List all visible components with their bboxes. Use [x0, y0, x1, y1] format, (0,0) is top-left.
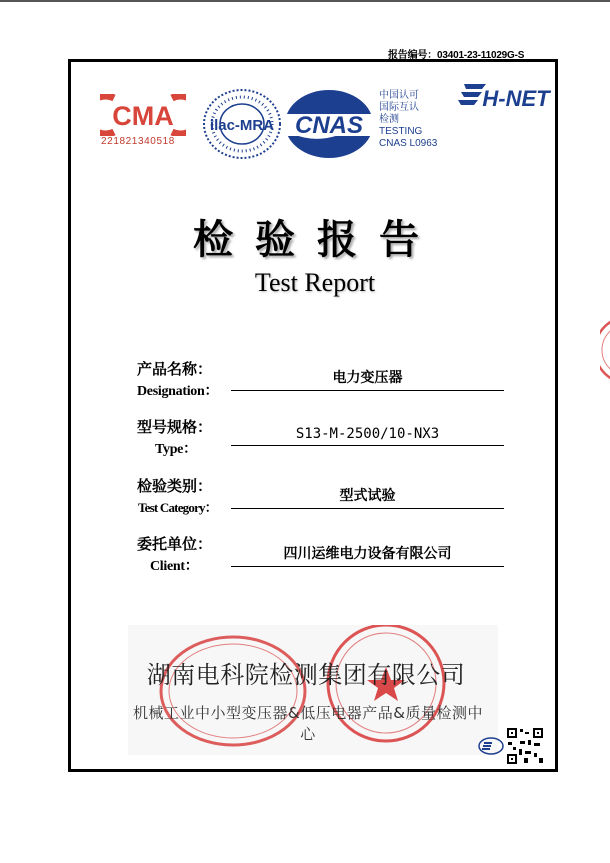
cnas-line-4: TESTING: [379, 126, 423, 137]
cnas-line-1: 中国认可: [379, 90, 419, 101]
cnas-accreditation-text: [379, 90, 437, 150]
title-chinese: 检验报告: [193, 217, 441, 263]
cnas-line-2: 国际互认: [379, 102, 419, 113]
top-border: [0, 0, 610, 2]
hnet-text: H-NET: [482, 86, 550, 111]
side-stamp-fragment: [600, 315, 610, 385]
cma-number: 221821340518: [101, 136, 175, 147]
designation-label-en: Designation：: [137, 384, 219, 399]
designation-value: 电力变压器: [231, 367, 504, 391]
category-value: 型式试验: [231, 485, 504, 509]
ilac-mra-logo: [201, 88, 283, 160]
ilac-mra-text: ilac-MRA: [209, 117, 275, 134]
cnas-line-3: 检测: [379, 114, 399, 125]
type-label-cn: 型号规格：: [137, 418, 213, 436]
cma-logo: [100, 94, 186, 136]
cnas-text: CNAS: [294, 112, 364, 139]
cnas-logo: [282, 86, 377, 162]
title-english: Test Report: [254, 268, 376, 297]
report-number: 报告编号：03401-23-11029G-S: [388, 50, 525, 61]
issuer-center: 机械工业中小型变压器&低压电器产品&质量检测中心: [133, 704, 483, 743]
client-value: 四川运维电力设备有限公司: [231, 543, 504, 567]
qr-code-icon: [506, 727, 544, 765]
hnet-small-logo-icon: [478, 737, 504, 755]
designation-label-cn: 产品名称：: [137, 360, 213, 378]
type-value: S13-M-2500/10-NX3: [231, 426, 504, 446]
issuer-name: 湖南电科院检测集团有限公司: [146, 661, 466, 689]
cnas-line-5: CNAS L0963: [379, 138, 438, 149]
hnet-logo: [458, 78, 554, 112]
category-label-en: Test Category：: [138, 500, 217, 515]
type-label-en: Type：: [155, 442, 197, 457]
cma-text: CMA: [112, 101, 174, 131]
category-label-cn: 检验类别：: [137, 477, 213, 495]
client-label-en: Client：: [150, 559, 199, 574]
client-label-cn: 委托单位：: [137, 535, 213, 553]
